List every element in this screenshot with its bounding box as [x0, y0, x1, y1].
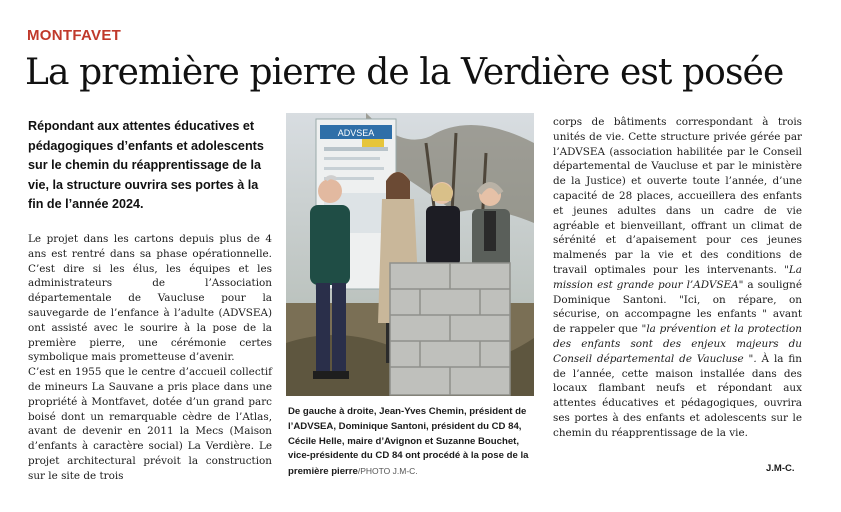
photo-caption [288, 405, 536, 480]
paragraph-2: C’est en 1955 que le centre d’accueil collectif de mineurs La Sauvane a pris place dans une propriété à Montfavet, dotée d’un grand parc boisé dont un remarquable cèdre de l’Atlas, avant de devenir en 2011 la Mecs (Maison d’enfants à caractère social) La Verdière. Le projet architectural prévoit la construction sur le site de trois [28, 366, 272, 482]
article-column-left [28, 232, 272, 484]
author-signature: J.M-C. [766, 463, 795, 474]
quote-prevention: "la prévention et la protection des enfants sont des enjeux majeurs du Conseil départemental de Vaucluse ". [553, 323, 802, 365]
quote-mission: "La mission est grande pour l’ADVSEA" [553, 263, 802, 291]
caption-text: De gauche à droite, Jean-Yves Chemin, président de l’ADVSEA, Dominique Santoni, président du CD 84, Cécile Helle, maire d’Avignon et Suzanne Bouchet, vice-présidente du CD 84 ont procédé à la pose de la première pierre [288, 406, 529, 478]
paragraph-3 [553, 115, 802, 441]
section-tag: MONTFAVET [27, 27, 122, 44]
text-segment: a souligné Dominique Santoni. "Ici, on répare, on sécurise, on accompagne les enfants " avant de rappeler que [553, 278, 802, 336]
article-column-right [553, 115, 802, 441]
article-photo [286, 113, 534, 396]
cinder-block-stack [390, 263, 510, 395]
photo-credit: /PHOTO J.M-C. [357, 466, 418, 477]
headline: La première pierre de la Verdière est posée [25, 52, 784, 93]
ceremony-photo [286, 113, 534, 396]
chapeau: Répondant aux attentes éducatives et pédagogiques d’enfants et adolescents sur le chemin du réapprentissage de la vie, la structure ouvrira ses portes à la fin de l’année 2024. [28, 119, 264, 211]
paragraph-1: Le projet dans les cartons depuis plus de 4 ans est rentré dans sa phase opérationnelle. C’est dire si les élus, les équipes et les administrateurs de l’Association départementale de Vaucluse pour la sauvegarde de l’enfance à l’adulte (ADVSEA) ont assisté avec le sourire à la pose de la première pierre, une cérémonie certes symbolique mais prometteuse d’avenir. [28, 233, 272, 364]
person-jean-yves-chemin [310, 177, 350, 379]
sign-label: ADVSEA [337, 128, 375, 138]
text-segment: À la fin de l’année, cette maison installée dans des locaux flambant neufs et répondant aux attentes éducatives et pédagogiques, ouvrira ses portes à des enfants et adolescents sur le chemin du réapprentissage de la vie. [553, 352, 802, 439]
text-segment: corps de bâtiments correspondant à trois unités de vie. Cette structure privée gérée par l’ADVSEA (association habilitée par le Conseil départemental de Vaucluse et par le ministère de la Justice) et ouverte toute l’année, d’une capacité de 28 places, accueillera des enfants et jeunes adultes dans un cadre de vie agréable et bienveillant, offrant un climat de sérénité et d’apaisement pour ces jeunes malmenés par la vie et des conditions de travail optimales pour les intervenants. [553, 116, 802, 276]
